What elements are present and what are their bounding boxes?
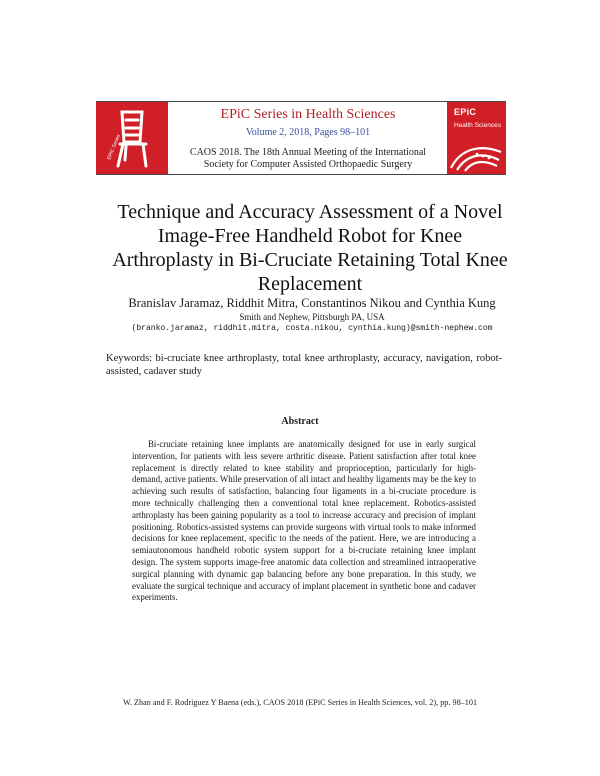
paper-emails: (branko.jaramaz, riddhit.mitra, costa.nikou, cynthia.kung)@smith-nephew.com: [131, 324, 493, 333]
footer-citation: W. Zhan and F. Rodriguez Y Baena (eds.), CAOS 2018 (EPiC Series in Health Sciences, vol. 2), pp. 98–101: [122, 698, 478, 707]
conference-line-2: Society for Computer Assisted Orthopaedic Surgery: [203, 159, 413, 170]
svg-text:EPiC Series: EPiC Series: [106, 133, 122, 161]
conference-line-1: CAOS 2018. The 18th Annual Meeting of the International: [189, 147, 427, 158]
abstract-text: Bi-cruciate retaining knee implants are anatomically designed for use in early surgical intervention, for patients with less severe arthritic disease. Patient satisfaction after total knee replacement is directly related to knee stability and proprioception, particularly for high-demand, active patients. While preservation of all intact and healthy ligaments may be the key to achieving such results of satisfaction, balancing four ligaments in a bi-cruciate procedure is more technically challenging then a conventional total knee replacement. Robotics-assisted arthroplasty has been gaining popularity as a tool to increase accuracy and precision of implant positioning. Robotics-assisted systems can provide surgeons with virtual tools to make informed decisions for knee replacement, specific to the needs of the patient. Here, we are introducing a semiautonomous handheld robotic system support for a bi-cruciate retaining knee implant design. The system supports image-free anatomic data collection and streamlined intraoperative surgical planning with dynamic gap balancing before any bone preparation. In this study, we evaluate the surgical technique and accuracy of implant placement in synthetic bone and cadaver experiments.: [132, 439, 476, 603]
paper-affiliation: Smith and Nephew, Pittsburgh PA, USA: [239, 312, 385, 322]
logo-epic-text: EPiC: [454, 107, 477, 117]
chair-icon: [96, 102, 168, 174]
series-title: EPiC Series in Health Sciences: [220, 107, 396, 122]
series-volume: Volume 2, 2018, Pages 98–101: [245, 127, 371, 138]
conference-info: [175, 147, 441, 171]
logo-health-sciences-text: Health Sciences: [454, 122, 501, 129]
paper-title: Technique and Accuracy Assessment of a Novel Image-Free Handheld Robot for Knee Arthroplasty in Bi-Cruciate Retaining Total Knee Replacement: [112, 201, 508, 295]
epic-health-sciences-logo: [447, 102, 506, 174]
paper-authors: Branislav Jaramaz, Riddhit Mitra, Constantinos Nikou and Cynthia Kung: [128, 296, 496, 310]
wave-icon: [447, 138, 506, 174]
epic-chair-logo: [96, 102, 168, 174]
paper-keywords: Keywords: bi-cruciate knee arthroplasty, total knee arthroplasty, accuracy, navigation, robot-assisted, cadaver study: [106, 353, 502, 377]
header-bottom-rule: [96, 174, 506, 175]
abstract-heading: Abstract: [281, 416, 319, 427]
